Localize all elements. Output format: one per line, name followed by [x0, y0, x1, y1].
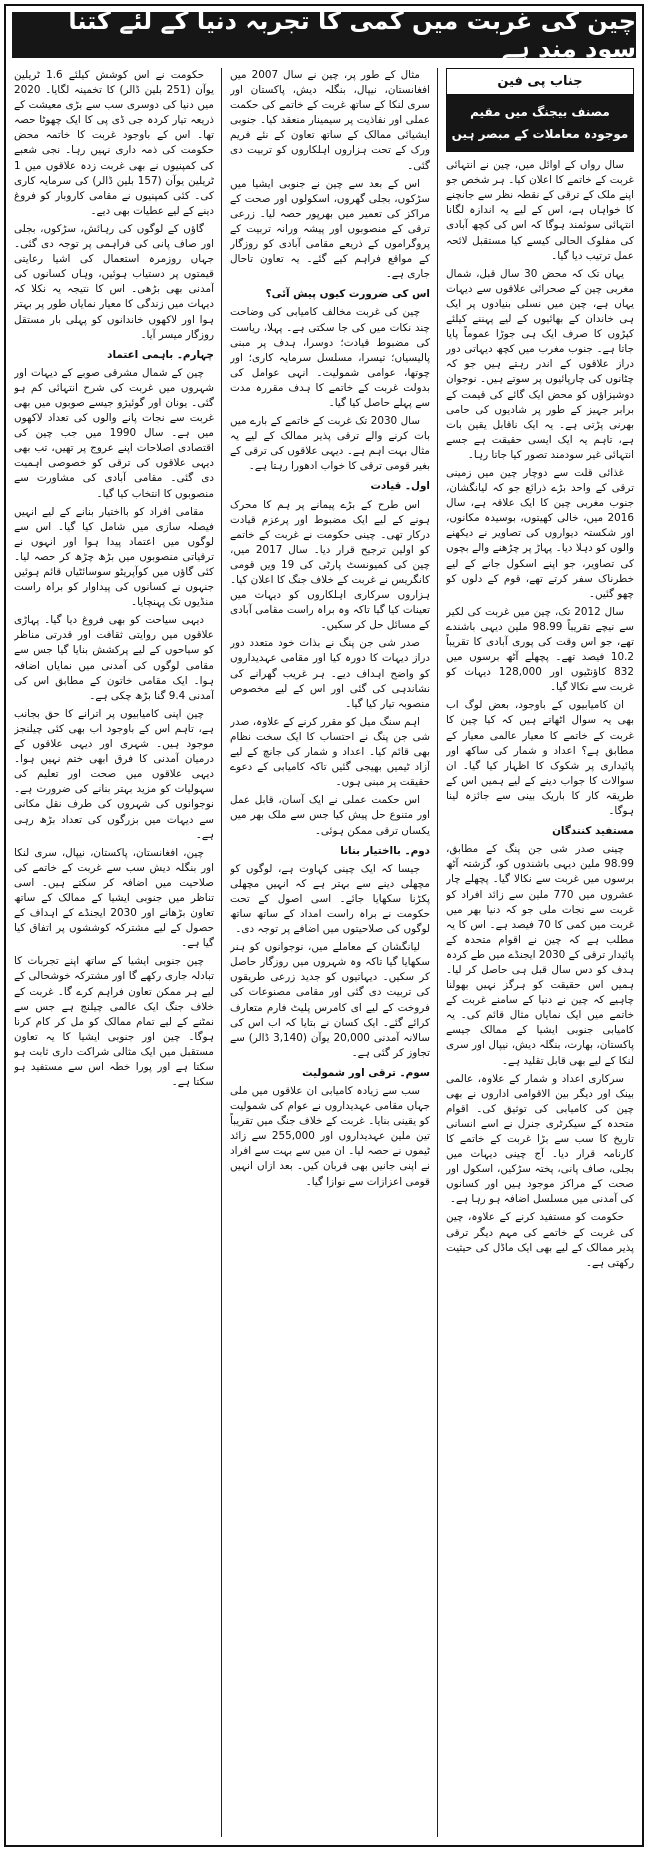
column-left [14, 68, 214, 1837]
article-paragraph: صدر شی جن پنگ نے بذات خود متعدد دور دراز دیہات کا دورہ کیا اور مقامی عہدیداروں کو واضح اہداف دیے۔ ہر غریب گھرانے کی نشاندہی کی گئی اور اس کے لیے مخصوص منصوبہ تیار کیا گیا۔ [230, 637, 430, 710]
article-paragraph: چین اپنی کامیابیوں پر اترانے کا حق بجانب ہے، تاہم اس کے باوجود اب بھی کئی چیلنجز موجود ہیں۔ شہری اور دیہی علاقوں کے درمیان آمدنی کا فرق ابھی ختم نہیں ہوا۔ دیہی علاقوں میں صحت اور تعلیم کی سہولیات کو مزید بہتر بنانے کی ضرورت ہے۔ نوجوانوں کی شہروں کی طرف نقل مکانی سے دیہات میں بزرگوں کی تعداد بڑھ رہی ہے۔ [14, 707, 214, 841]
article-paragraph: گاؤں کے لوگوں کی رہائش، سڑکوں، بجلی اور صاف پانی کی فراہمی پر توجہ دی گئی۔ جہاں روزمرہ استعمال کی اشیا رعایتی قیمتوں پر دستیاب ہوئیں، وہاں کسانوں کی آمدنی بھی بڑھی۔ اس کا نتیجہ یہ نکلا کہ دیہات میں زندگی کا معیار نمایاں طور پر بہتر ہوا اور لاکھوں خاندانوں کو پہلی بار مستقل روزگار میسر آیا۔ [14, 222, 214, 341]
article-paragraph: جیسا کہ ایک چینی کہاوت ہے، لوگوں کو مچھلی دینے سے بہتر ہے کہ انہیں مچھلی پکڑنا سکھایا جائے۔ اسی اصول کے تحت حکومت نے براہ راست امداد کے ساتھ ساتھ لوگوں کی صلاحیتوں میں اضافے پر توجہ دی۔ [230, 862, 430, 936]
article-paragraph: چین کے شمال مشرقی صوبے کے دیہات اور شہروں میں غربت کی شرح انتہائی کم ہو گئی۔ یونان اور گوئیژو جیسے صوبوں میں بھی غربت سے نجات پانے والوں کی تعداد لاکھوں میں ہے۔ سال 1990 میں جب چین کی اقتصادی اصلاحات اپنے عروج پر تھیں، تب بھی دیہی علاقوں کی ترقی کو خصوصی اہمیت دی گئی۔ مقامی آبادی کی مشاورت سے منصوبوں کا انتخاب کیا گیا۔ [14, 366, 214, 500]
article-paragraph: مثال کے طور پر، چین نے سال 2007 میں افغانستان، نیپال، بنگلہ دیش، پاکستان اور سری لنکا کے ساتھ غربت کے خاتمے کی حکمت عملی اور نفاذیت پر سیمینار منعقد کیا۔ جنوبی ایشیائی ممالک کے ساتھ تعاون کے نئے فریم ورک کے تحت ہزاروں اہلکاروں کو تربیت دی گئی۔ [230, 69, 430, 172]
column-middle [230, 68, 430, 1837]
article-paragraph: اس حکمت عملی نے ایک آسان، قابل عمل اور متنوع حل پیش کیا جس سے ملک بھر میں یکساں ترقی ممکن ہوئی۔ [230, 794, 430, 837]
column-divider [437, 68, 438, 1837]
article-paragraph: یہاں تک کہ محض 30 سال قبل، شمال مغربی چین کے صحرائی علاقوں سے دیہات یہاں ہے، چین میں نسلی بنیادوں پر ایک ہی خاندان کے بھائیوں کے لیے پہننے کیلئے کپڑوں کا صرف ایک ہی جوڑا عموماً پایا جاتا ہے۔ جنوب مغرب میں کچھ دیہاتی دور دراز علاقوں کے اندر رہتے ہیں جو کہ چٹانوں کی چارپائیوں پر سوتے ہیں۔ نوجوان دوشیزاؤں کو محض ایک گائے کی قیمت کے برابر جہیز کے طور پر شادیوں کی حامی بھرنی پڑتی ہے۔ یہ ایک ناقابل یقین بات ہے، تاہم یہ ایک ایسی حقیقت ہے جسے انتہائی غیر سودمند تصور کیا جاتا رہا۔ [446, 267, 634, 461]
article-paragraph: چین کی غربت مخالف کامیابی کی وضاحت چند نکات میں کی جا سکتی ہے۔ پہلا، ریاست کی مضبوط قیادت؛ دوسرا، ہدف پر مبنی پالیسیاں؛ تیسرا، مسلسل سرمایہ کاری؛ اور چوتھا، عوامی شمولیت۔ انہی عوامل کی بدولت غربت کے خاتمے کا ہدف مقررہ مدت سے پہلے حاصل کیا گیا۔ [230, 306, 430, 409]
section-subheading: مستفید کنندگان [552, 825, 634, 838]
author-role: مصنف بیجنگ میں مقیم موجودہ معاملات کے مبصر ہیں [447, 95, 633, 151]
section-subheading: دوم۔ بااختیار بنانا [340, 844, 430, 857]
article-paragraph: اس طرح کے بڑے پیمانے پر ہم کا محرک ہونے کے لیے ایک مضبوط اور پرعزم قیادت درکار تھی۔ چینی حکومت نے غربت کے خاتمے کو اولین ترجیح قرار دیا۔ سال 2017 میں، چین کی کمیونسٹ پارٹی کی 19 ویں قومی کانگریس نے غربت کے خلاف جنگ کا اعلان کیا۔ ہزاروں سرکاری اہلکاروں کو دیہات میں تعینات کیا گیا تاکہ وہ براہ راست مقامی آبادی کے مسائل حل کر سکیں۔ [230, 498, 430, 632]
article-paragraph: مقامی افراد کو بااختیار بنانے کے لیے انہیں فیصلہ سازی میں شامل کیا گیا۔ اس سے لوگوں میں اعتماد پیدا ہوا اور انہوں نے ترقیاتی منصوبوں میں بڑھ چڑھ کر حصہ لیا۔ کئی گاؤں میں کوآپریٹو سوسائٹیاں قائم ہوئیں جنہوں نے کسانوں کی پیداوار کو براہ راست منڈیوں تک پہنچایا۔ [14, 505, 214, 609]
section-subheading: اول۔ قیادت [370, 480, 430, 493]
column-right [446, 68, 634, 1837]
article-paragraph: حکومت نے اس کوشش کیلئے 1.6 ٹریلین یوآن (251 بلین ڈالر) کا تخمینہ لگایا۔ 2020 میں دنیا کی دوسری سب سے بڑی معیشت کے ذریعہ تیار کردہ جی ڈی پی کا ایک چھوٹا حصہ تھا۔ اس کے باوجود غربت کا خاتمہ محض حکومت کی ذمہ داری نہیں رہا۔ نجی شعبے کی کمپنیوں نے بھی غربت زدہ علاقوں میں 1 ٹریلین یوآن (157 بلین ڈالر) کی سرمایہ کاری کی۔ کئی کمپنیوں نے مقامی کاروبار کو فروغ دینے کے لیے عطیات بھی دیے۔ [14, 69, 214, 217]
column-divider [221, 68, 222, 1837]
article-paragraph: لیانگشان کے معاملے میں، نوجوانوں کو ہنر سکھایا گیا تاکہ وہ شہروں میں روزگار حاصل کر سکیں۔ دیہاتیوں کو جدید زرعی طریقوں کی تربیت دی گئی اور مقامی مصنوعات کی فروخت کے لیے ای کامرس پلیٹ فارم متعارف کرائے گئے۔ ایک کسان نے بتایا کہ اب اس کی سالانہ آمدنی 20,000 یوآن (3,140 ڈالر) سے تجاوز کر گئی ہے۔ [230, 941, 430, 1059]
newspaper-page [4, 4, 644, 1847]
article-paragraph: غذائی قلت سے دوچار چین میں زمینی ترقی کے واحد بڑے ذرائع جو کہ لیانگشان، جنوب مغربی چین کا ایک علاقہ ہے، سال 2016 میں، خالی کھیتوں، بوسیدہ مکانوں، اور شکستہ دیواروں کی تصاویر نے دیکھنے والوں کو دہلا دیا۔ پہاڑ پر چڑھنے والے بچوں کی تصاویر، جو اپنے اسکول جانے کے لیے خطرناک سفر کرتے تھے، قوم کے دلوں کو چھو گئیں۔ [446, 466, 634, 600]
section-subheading: سوم۔ ترقی اور شمولیت [302, 1066, 430, 1079]
article-paragraph: سب سے زیادہ کامیابی ان علاقوں میں ملی جہاں مقامی عہدیداروں نے عوام کی شمولیت کو یقینی بنایا۔ غربت کے خلاف جنگ میں تقریباً تین ملین عہدیداروں اور 255,000 سے زائد ٹیموں نے حصہ لیا۔ ان میں سے بہت سے افراد نے اپنی جانیں بھی قربان کیں۔ بعد ازاں انہیں قومی اعزازات سے نوازا گیا۔ [230, 1085, 430, 1188]
article-paragraph: حکومت کو مستفید کرنے کے علاوہ، چین کی غربت کے خاتمے کی مہم دیگر ترقی پذیر ممالک کے لیے بھی ایک ماڈل کی حیثیت رکھتی ہے۔ [446, 1211, 634, 1269]
section-subheading: اس کی ضرورت کیوں پیش آئی؟ [265, 288, 430, 301]
article-paragraph: سال 2012 تک، چین میں غربت کی لکیر سے نیچے تقریباً 98.99 ملین دیہی باشندے تھے، جو اس وقت کی پوری آبادی کا تقریباً 10.2 فیصد تھے۔ پچھلے آٹھ برسوں میں 832 کاؤنٹیوں اور 128,000 دیہات کو غربت سے نکالا گیا۔ [446, 605, 634, 694]
article-paragraph: سرکاری اعداد و شمار کے علاوہ، عالمی بینک اور دیگر بین الاقوامی اداروں نے بھی چین کی کامیابی کی توثیق کی۔ اقوام متحدہ کے سیکرٹری جنرل نے اسے انسانی تاریخ کا سب سے بڑا غربت کے خاتمے کا کارنامہ قرار دیا۔ آج چینی دیہات میں بجلی، صاف پانی، پختہ سڑکیں، اسکول اور صحت کے مراکز موجود ہیں اور کسانوں کی آمدنی میں مسلسل اضافہ ہو رہا ہے۔ [446, 1072, 634, 1206]
article-paragraph: اہم سنگ میل کو مقرر کرنے کے علاوہ، صدر شی جن پنگ نے احتساب کا ایک سخت نظام بھی قائم کیا۔ اعداد و شمار کی جانچ کے لیے آزاد ٹیمیں بھیجی گئیں تاکہ کامیابی کے دعوے حقیقت پر مبنی ہوں۔ [230, 715, 430, 789]
article-paragraph: سال رواں کے اوائل میں، چین نے انتہائی غربت کے خاتمے کا اعلان کیا۔ ہر شخص جو اپنے ملک کے ترقی کے نقطہ نظر سے جانچنے کا خواہاں ہے، اس کے لیے یہ اندازہ لگانا انتہائی سوئمند ہوگا کہ اس کی کچھ آبادی کی مفلوک الحالی کیسے کیا مستقبل لائحہ عمل ترتیب دیا گیا۔ [446, 159, 634, 262]
headline-banner [12, 7, 636, 63]
article-paragraph: چین جنوبی ایشیا کے ساتھ اپنے تجربات کا تبادلہ جاری رکھے گا اور مشترکہ خوشحالی کے لیے ہر ممکن تعاون فراہم کرے گا۔ غربت کے خلاف جنگ ایک عالمی چیلنج ہے جس سے نمٹنے کے لیے تمام ممالک کو مل کر کام کرنا ہوگا۔ چین اور جنوبی ایشیا کا یہ تعاون مستقبل میں ایک مثالی شراکت داری ثابت ہو سکتا ہے اور پورا خطہ اس سے مستفید ہو سکتا ہے۔ [14, 955, 214, 1089]
article-paragraph: دیہی سیاحت کو بھی فروغ دیا گیا۔ پہاڑی علاقوں میں روایتی ثقافت اور قدرتی مناظر کو سیاحوں کے لیے پرکشش بنایا گیا جس سے مقامی لوگوں کی آمدنی میں نمایاں اضافہ ہوا۔ ایک مقامی خاتون کے مطابق اس کی آمدنی 9.4 گنا بڑھ چکی ہے۔ [14, 614, 214, 702]
section-subheading: چہارم۔ باہمی اعتماد [107, 348, 214, 361]
article-paragraph: چینی صدر شی جن پنگ کے مطابق، 98.99 ملین دیہی باشندوں کو، گزشتہ آٹھ برسوں میں غربت سے نکالا گیا۔ پچھلے چار عشروں میں 770 ملین سے زائد افراد کو غربت سے نجات ملی جو کہ دنیا بھر میں غربت میں کمی کا 70 فیصد ہے۔ اس کا یہ مطلب ہے کہ چین نے اقوام متحدہ کے پائیدار ترقی کے 2030 ایجنڈے میں طے کردہ ہدف کو دس سال قبل ہی حاصل کر لیا۔ ہمیں اس حقیقت کو ہرگز نہیں بھولنا چاہیے کہ چین نے دنیا کے سامنے غربت کے خاتمے میں ایک نمایاں مثال قائم کی۔ یہ کامیابی جنوبی ایشیا کے ممالک جیسے پاکستان، بھارت، بنگلہ دیش، نیپال اور سری لنکا کے لیے بھی قابل تقلید ہے۔ [446, 843, 634, 1067]
author-name: جناب پی فین [447, 69, 633, 95]
headline: چین کی غربت میں کمی کا تجربہ دنیا کے لئے کتنا سود مند ہے [68, 7, 636, 63]
article-paragraph: ان کامیابیوں کے باوجود، بعض لوگ اب بھی یہ سوال اٹھاتے ہیں کہ کیا چین کا غربت کے خاتمے کا معیار عالمی معیار کے مطابق ہے؟ اعداد و شمار کی ساکھ اور پائیداری پر شکوک کا اظہار کیا گیا۔ ان سوالات کا جواب دینے کے لیے ہمیں اس کے طریقہ کار کا باریک بینی سے جائزہ لینا ہوگا۔ [446, 699, 634, 818]
article-paragraph: سال 2030 تک غربت کے خاتمے کے بارے میں بات کرنے والے ترقی پذیر ممالک کے لیے یہ مثال بہت اہم ہے۔ دیہی علاقوں کی ترقی کے بغیر قومی ترقی کا خواب ادھورا رہتا ہے۔ [230, 415, 430, 473]
byline-box [446, 68, 634, 152]
article-paragraph: اس کے بعد سے چین نے جنوبی ایشیا میں سڑکوں، بجلی گھروں، اسکولوں اور صحت کے مراکز کی تعمیر میں بھرپور حصہ لیا۔ زرعی ترقی کے منصوبوں اور پیشہ ورانہ تربیت کے پروگراموں کے ذریعے مقامی آبادی کو روزگار کے مواقع فراہم کیے گئے۔ یہ تعاون تاحال جاری ہے۔ [230, 177, 430, 281]
article-paragraph: چین، افغانستان، پاکستان، نیپال، سری لنکا اور بنگلہ دیش سب سے غربت کے خاتمے کی صلاحیت میں اضافہ کر سکتے ہیں۔ اسی تناظر میں جنوبی ایشیا کے ممالک کے ساتھ تعاون بڑھانے اور 2030 ایجنڈے کے اہداف کے حصول کے لیے مشترکہ کوششوں پر اتفاق کیا گیا ہے۔ [14, 846, 214, 950]
